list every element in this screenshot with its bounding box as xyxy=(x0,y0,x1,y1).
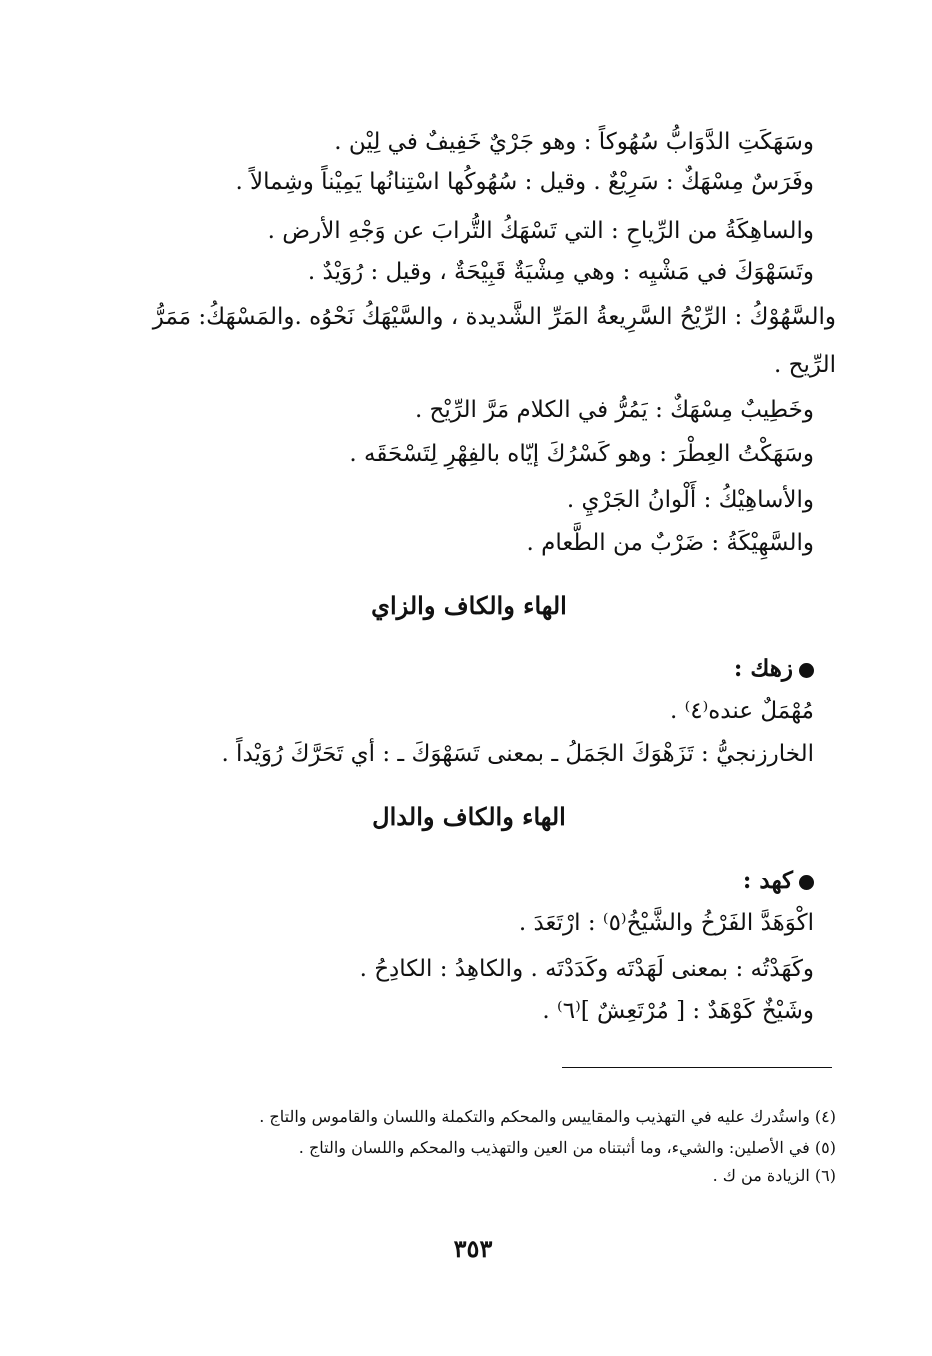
text-line: والسَّهِيْكَةُ : ضَرْبٌ من الطَّعام . xyxy=(526,530,814,556)
text-line: وخَطِيبٌ مِسْهَكٌ : يَمُرُّ في الكلام مَرَّ الرِّيْح . xyxy=(414,397,814,423)
text-line: مُهْمَلٌ عنده⁽٤⁾ . xyxy=(669,698,814,724)
footnote: (٤) واستُدرك عليه في التهذيب والمقاييس والمحكم والتكملة واللسان والقاموس والتاج . xyxy=(259,1107,836,1126)
text-line: الخارزنجيُّ : تَزَهْوَكَ الجَمَلُ ـ بمعنى تَسَهْوَكَ ـ : أي تَحَرَّكَ رُوَيْداً . xyxy=(221,741,814,767)
text-line: اكْوَهَدَّ الفَرْخُ والشَّيْخُ⁽٥⁾ : ارْتَعَدَ . xyxy=(518,910,814,936)
text-line: وتَسَهْوَكَ في مَشْيِه : وهي مِشْيَةٌ قَبِيْحَةٌ ، وقيل : رُوَيْدٌ . xyxy=(307,259,814,285)
text-line: والساهِكَةُ من الرِّياحِ : التي تَسْهَكُ التُّرابَ عن وَجْهِ الأرض . xyxy=(267,218,814,244)
footnote-separator xyxy=(562,1067,832,1068)
section-heading: الهاء والكاف والزاي xyxy=(371,591,567,620)
entry-headword xyxy=(743,864,814,898)
page-number: ٣٥٣ xyxy=(453,1234,493,1263)
text-line: وسَهَكْتُ العِطْرَ : وهو كَسْرُكَ إيّاه بالفِهْرِ لِتَسْحَقَه . xyxy=(349,441,814,467)
text-line: الرِّيح . xyxy=(774,352,836,378)
text-line: والأساهِيْكُ : أَلْوانُ الجَرْيِ . xyxy=(566,487,814,513)
footnote: (٥) في الأصلين: والشيء، وما أثبتناه من العين والتهذيب والمحكم واللسان والتاج . xyxy=(298,1138,836,1157)
text-line: وفَرَسٌ مِسْهَكٌ : سَرِيْعٌ . وقيل : سُهُوكُها اسْتِنانُها يَمِيْناً وشِمالاً . xyxy=(235,169,814,195)
footnote: (٦) الزيادة من ك . xyxy=(712,1166,836,1185)
section-heading: الهاء والكاف والدال xyxy=(372,802,566,831)
entry-headword-text: زهك : xyxy=(733,655,793,682)
entry-headword xyxy=(734,652,814,686)
text-line: والسَّهُوْكُ : الرِّيْحُ السَّرِيعةُ المَرِّ الشَّديدة ، والسَّيْهَكُ نَحْوُه .والمَسْهَكُ: مَمَرُّ xyxy=(152,304,836,330)
text-line: وكَهَدْتُه : بمعنى لَهَدْتَه وكَدَدْتَه . والكاهِدُ : الكادِحُ . xyxy=(359,956,814,982)
entry-headword-text: كهد : xyxy=(742,867,793,894)
text-line: وسَهَكَتِ الدَّوَابُّ سُهُوكاً : وهو جَرْيٌ خَفِيفٌ في لِيْن . xyxy=(334,129,814,155)
bullet-icon xyxy=(799,875,814,890)
text-line: وشَيْخٌ كَوْهَدٌ : [ مُرْتَعِشٌ ]⁽٦⁾ . xyxy=(542,998,814,1024)
bullet-icon xyxy=(799,663,814,678)
